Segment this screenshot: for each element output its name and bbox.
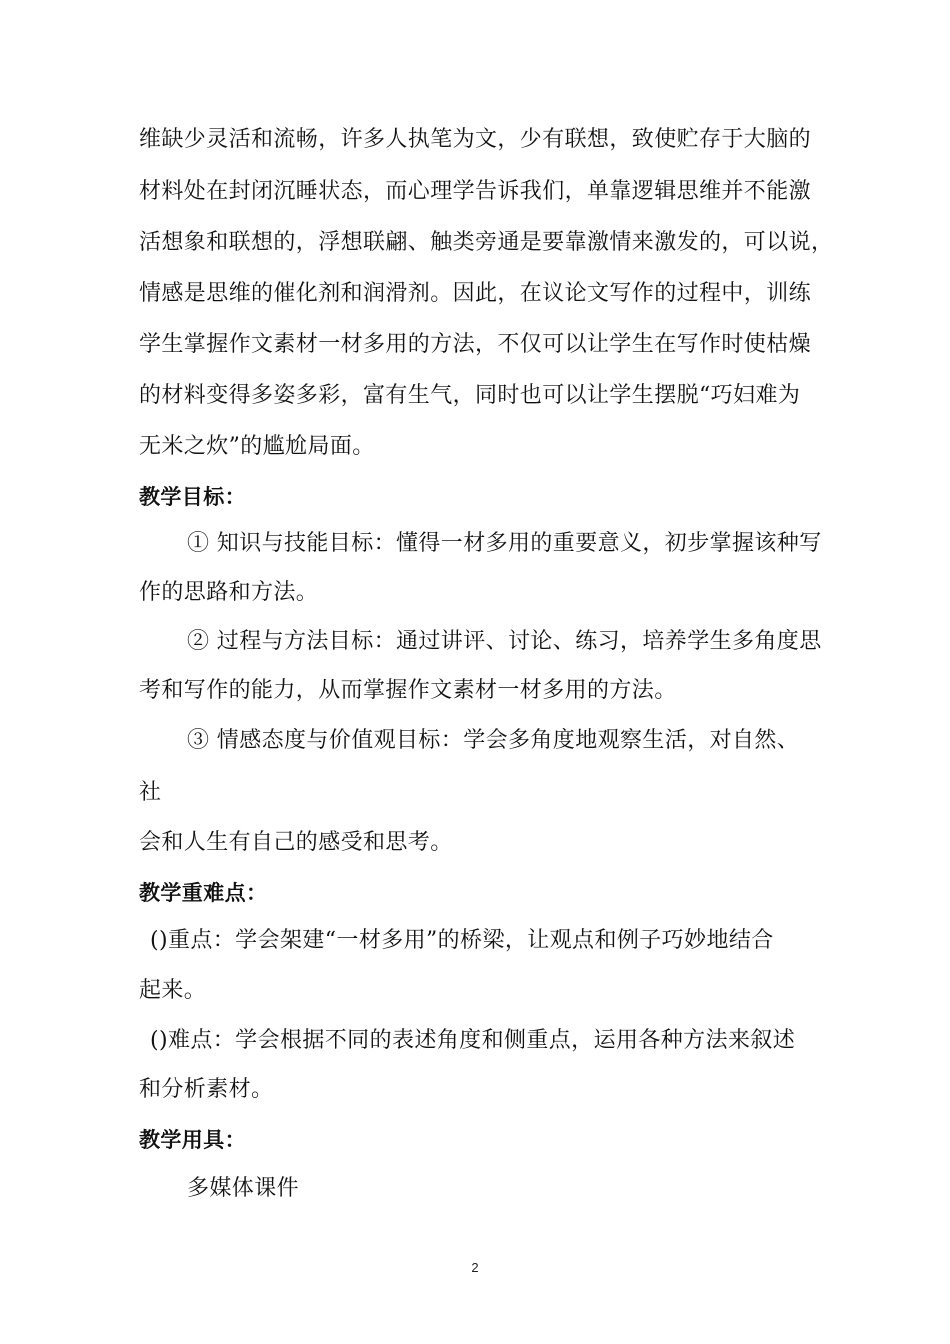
- intro-line: 情感是思维的催化剂和润滑剂。因此，在议论文写作的过程中，训练: [139, 281, 812, 306]
- intro-line: 无米之炊”的尴尬局面。: [139, 434, 375, 459]
- keypoint-item: ()难点：学会根据不同的表述角度和侧重点，运用各种方法来叙述: [150, 1028, 796, 1053]
- intro-line: 学生掌握作文素材一材多用的方法，不仅可以让学生在写作时使枯燥: [139, 332, 812, 357]
- keypoint-item: 起来。: [139, 978, 207, 1003]
- tools-heading: 教学用具：: [139, 1128, 246, 1152]
- tools-item: 多媒体课件: [187, 1176, 300, 1201]
- page-number: 2: [471, 1260, 479, 1275]
- keypoints-heading: 教学重难点：: [139, 881, 268, 905]
- intro-line: 维缺少灵活和流畅，许多人执笔为文，少有联想，致使贮存于大脑的: [139, 127, 812, 152]
- goal-item: ③ 情感态度与价值观目标：学会多角度地观察生活，对自然、: [187, 728, 800, 753]
- intro-line: 材料处在封闭沉睡状态，而心理学告诉我们，单靠逻辑思维并不能激: [139, 179, 812, 204]
- goal-item: ② 过程与方法目标：通过讲评、讨论、练习，培养学生多角度思: [187, 629, 822, 654]
- keypoint-item: ()重点：学会架建“一材多用”的桥梁，让观点和例子巧妙地结合: [150, 928, 774, 953]
- intro-line: 的材料变得多姿多彩，富有生气，同时也可以让学生摆脱“巧妇难为: [139, 383, 801, 408]
- goal-item: 社: [139, 780, 162, 805]
- goal-item: 会和人生有自己的感受和思考。: [139, 830, 453, 855]
- goals-heading: 教学目标：: [139, 485, 246, 509]
- goal-item: ① 知识与技能目标：懂得一材多用的重要意义，初步掌握该种写: [187, 531, 822, 556]
- goal-item: 考和写作的能力，从而掌握作文素材一材多用的方法。: [139, 678, 677, 703]
- intro-line: 活想象和联想的，浮想联翩、触类旁通是要靠激情来激发的，可以说，: [139, 230, 834, 255]
- keypoint-item: 和分析素材。: [139, 1077, 274, 1102]
- goal-item: 作的思路和方法。: [139, 580, 319, 605]
